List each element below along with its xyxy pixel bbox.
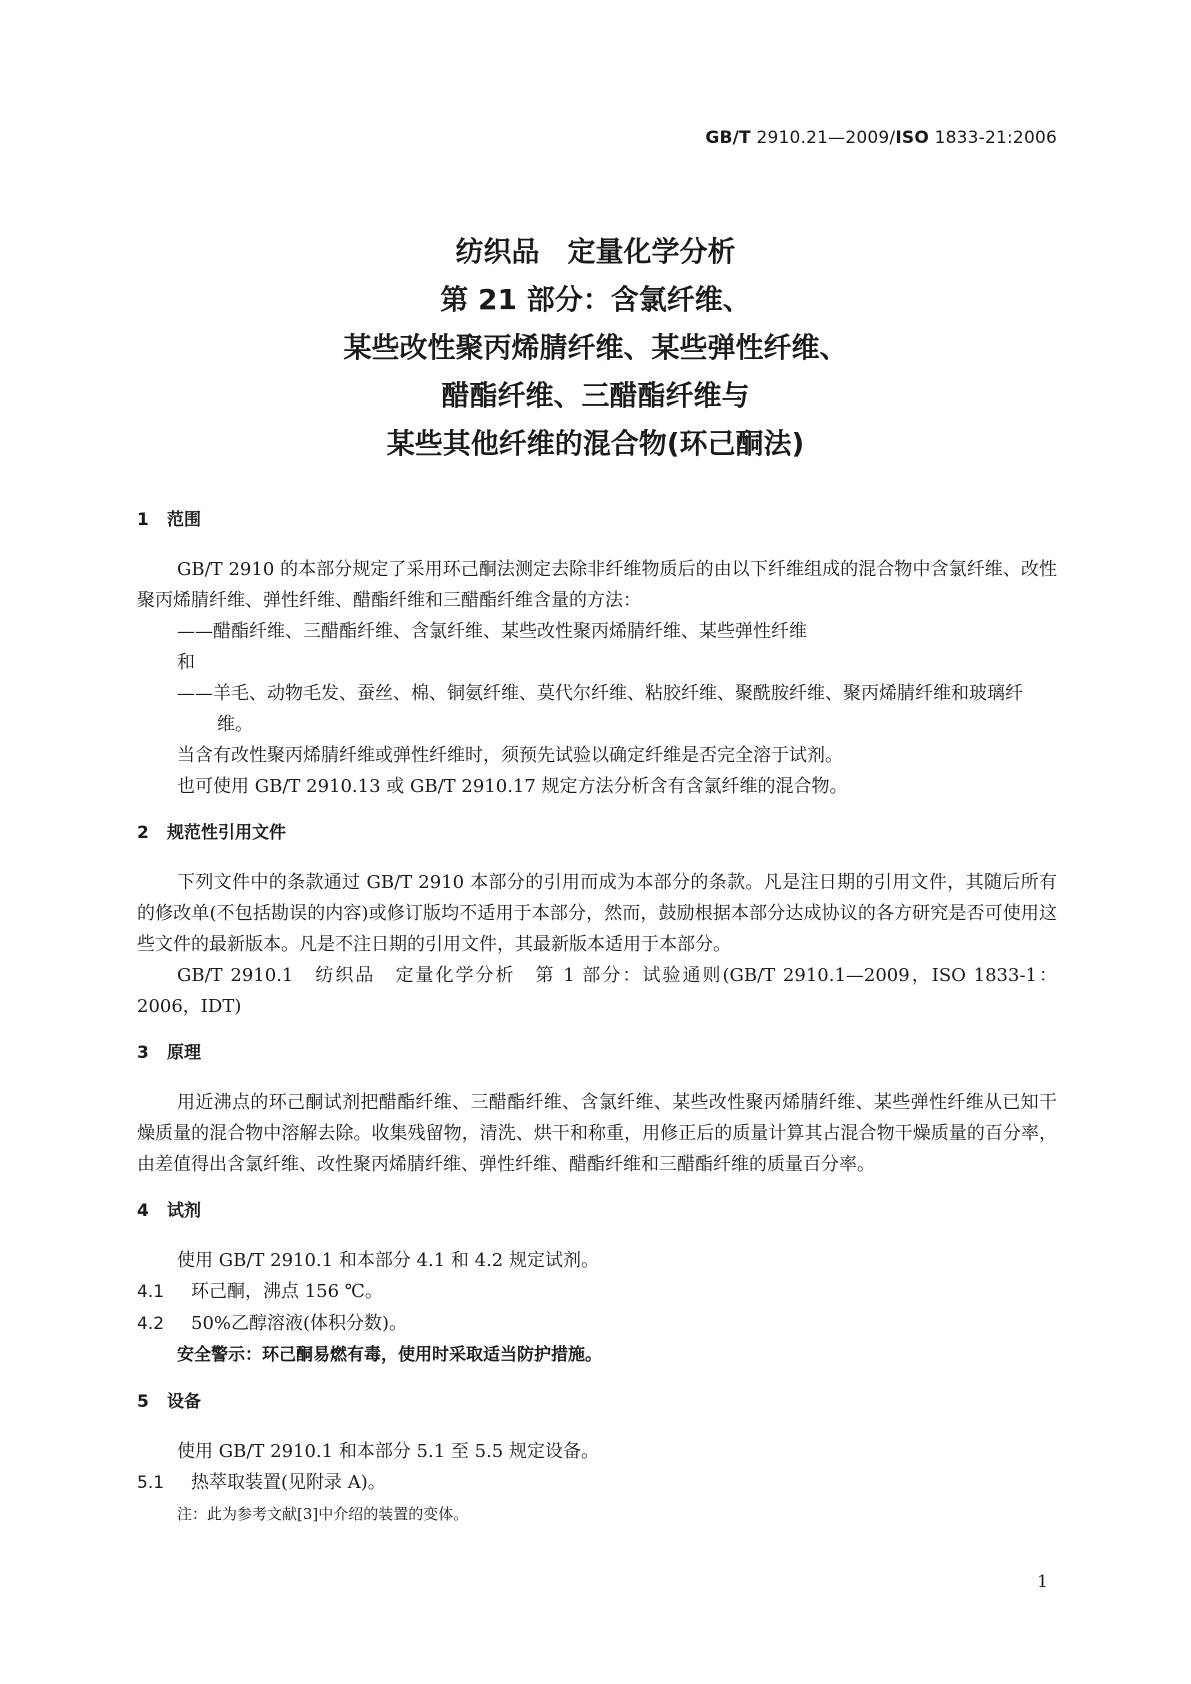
paragraph: 用近沸点的环己酮试剂把醋酯纤维、三醋酯纤维、含氯纤维、某些改性聚丙烯腈纤维、某些弹性纤维从已知干燥质量的混合物中溶解去除。收集残留物，清洗、烘干和称重，用修正后的质量计算其占混合物干燥质量的百分率，由差值得出含氯纤维、改性聚丙烯腈纤维、弹性纤维、醋酯纤维和三醋酯纤维的质量百分率。 <box>137 1092 1057 1175</box>
note: 注：此为参考文献[3]中介绍的装置的变体。 <box>177 1505 469 1523</box>
section-apparatus <box>137 1387 1057 1530</box>
section-reagents <box>137 1196 1057 1371</box>
section-principle <box>137 1038 1057 1180</box>
section-heading: 4 试剂 <box>137 1201 201 1221</box>
reference-entry: GB/T 2910.1 纺织品 定量化学分析 第 1 部分：试验通则(GB/T 2910.1—2009，ISO 1833-1：2006，IDT) <box>137 965 1057 1017</box>
section-heading: 2 规范性引用文件 <box>137 823 286 843</box>
paragraph: 使用 GB/T 2910.1 和本部分 5.1 至 5.5 规定设备。 <box>177 1441 599 1462</box>
list-item: ——醋酯纤维、三醋酯纤维、含氯纤维、某些改性聚丙烯腈纤维、某些弹性纤维 <box>177 621 807 642</box>
page-number: 1 <box>1037 1572 1048 1592</box>
paragraph: 使用 GB/T 2910.1 和本部分 4.1 和 4.2 规定试剂。 <box>177 1250 599 1271</box>
section-heading: 3 原理 <box>137 1043 201 1063</box>
title-line-4: 醋酯纤维、三醋酯纤维与 <box>441 379 750 412</box>
standard-gb-number: 2910.21—2009/ <box>750 128 896 148</box>
title-line-2: 第 21 部分：含氯纤维、 <box>440 283 751 316</box>
standard-iso-label: ISO <box>895 128 929 148</box>
paragraph: 下列文件中的条款通过 GB/T 2910 本部分的引用而成为本部分的条款。凡是注日期的引用文件，其随后所有的修改单(不包括勘误的内容)或修订版均不适用于本部分，然而，鼓励根据本部分达成协议的各方研究是否可使用这些文件的最新版本。凡是不注日期的引用文件，其最新版本适用于本部分。 <box>137 872 1057 955</box>
title-line-1: 纺织品 定量化学分析 <box>455 235 736 268</box>
section-normative-references <box>137 818 1057 1022</box>
standard-iso-number: 1833-21:2006 <box>928 128 1057 148</box>
safety-warning: 安全警示：环己酮易燃有毒，使用时采取适当防护措施。 <box>177 1345 602 1365</box>
paragraph: 当含有改性聚丙烯腈纤维或弹性纤维时，须预先试验以确定纤维是否完全溶于试剂。 <box>177 745 843 766</box>
document-title <box>0 228 1191 468</box>
paragraph: 也可使用 GB/T 2910.13 或 GB/T 2910.17 规定方法分析含有含氯纤维的混合物。 <box>177 776 848 797</box>
document-body <box>137 505 1057 1530</box>
clause-item: 5.1 热萃取装置(见附录 A)。 <box>137 1472 386 1493</box>
clause-item: 4.2 50%乙醇溶液(体积分数)。 <box>137 1313 408 1334</box>
standard-gb-label: GB/T <box>705 128 751 148</box>
title-line-3: 某些改性聚丙烯腈纤维、某些弹性纤维、 <box>343 331 848 364</box>
section-heading: 5 设备 <box>137 1392 201 1412</box>
section-heading: 1 范围 <box>137 510 201 530</box>
standard-number-header <box>705 128 1057 148</box>
paragraph: GB/T 2910 的本部分规定了采用环己酮法测定去除非纤维物质后的由以下纤维组成的混合物中含氯纤维、改性聚丙烯腈纤维、弹性纤维、醋酯纤维和三醋酯纤维含量的方法： <box>137 559 1057 611</box>
section-scope <box>137 505 1057 802</box>
clause-item: 4.1 环己酮，沸点 156 ℃。 <box>137 1281 383 1302</box>
list-item: ——羊毛、动物毛发、蚕丝、棉、铜氨纤维、莫代尔纤维、粘胶纤维、聚酰胺纤维、聚丙烯腈纤维和玻璃纤维。 <box>177 683 1023 735</box>
conjunction-text: 和 <box>177 652 195 673</box>
title-line-5: 某些其他纤维的混合物(环己酮法) <box>386 427 805 460</box>
